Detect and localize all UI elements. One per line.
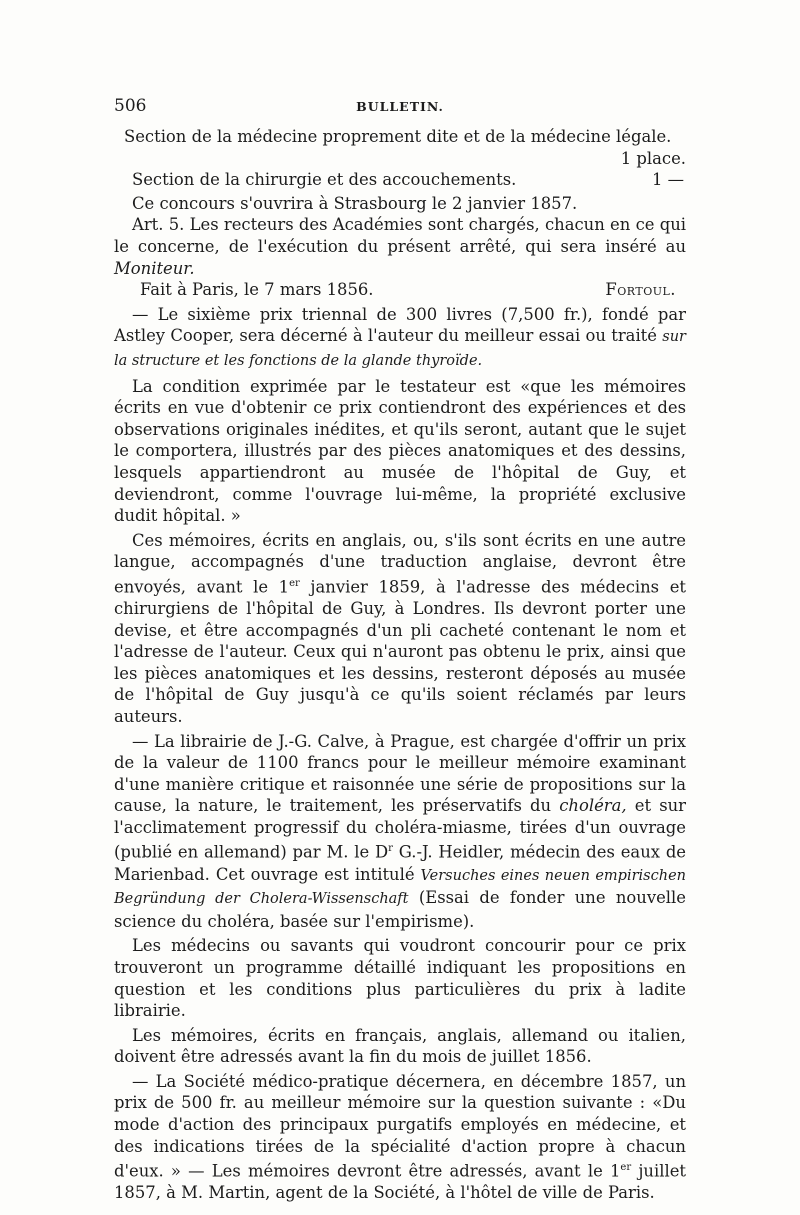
- signature-name: Fortoul.: [605, 280, 676, 300]
- paragraph-article-5: [114, 214, 686, 279]
- calve-text-b: et sur l'acclimatement progressif du choléra-miasme, tirées d'un ouvrage (publié en allemand) par M. le D: [114, 796, 686, 862]
- paragraph-memoires-anglais: [114, 530, 686, 728]
- place-label: Section de la chirurgie et des accouchements.: [132, 170, 517, 190]
- place-amount: 1 —: [651, 170, 684, 190]
- place-label: Section de la médecine proprement dite et de la médecine légale.: [124, 127, 672, 146]
- calve-text-a: — La librairie de J.-G. Calve, à Prague, est chargée d'offrir un prix de la valeur de 1100 francs pour le meilleur mémoire examinant d'une manière critique et raisonnée une série de propositions sur la cause, la nature, le traitement, les préservatifs du: [114, 731, 686, 816]
- heidler-title: Versuches eines neuen empirischen Begründung der Cholera-Wissenschaft: [114, 867, 686, 908]
- cholera-word: choléra,: [559, 796, 627, 816]
- running-title: BULLETIN.: [356, 99, 444, 114]
- paragraph-langues: Les mémoires, écrits en français, anglais, allemand ou italien, doivent être adressés avant la fin du mois de juillet 1856.: [114, 1025, 686, 1067]
- paragraph-medecins-savants: Les médecins ou savants qui voudront concourir pour ce prix trouveront un programme détaillé indiquant les propositions en question et les conditions plus particulières du prix à ladite librairie.: [114, 936, 686, 1021]
- superscript: er: [289, 577, 300, 589]
- calve-text-c: G.-J. Heidler, médecin des eaux de Marienbad. Cet ouvrage est intitulé: [114, 842, 687, 884]
- paragraph-condition: La condition exprimée par le testateur est «que les mémoires écrits en vue d'obtenir ce prix contiendront des expériences et des observations originales inédites, et qu'ils seront, autant que le sujet le comportera, illustrés par des pièces anatomiques et des dessins, lesquels appartiendront au musée de l'hôpital de Guy, et deviendront, comme l'ouvrage lui-même, la propriété exclusive dudit hôpital. »: [114, 376, 686, 526]
- paragraph-cooper-prize: [114, 304, 686, 373]
- memoires-text-b: janvier 1859, à l'adresse des médecins et chirurgiens de l'hôpital de Guy, à Londres. Ils devront porter une devise, et être accompagnés d'un pli cacheté contenant le nom et l'adresse de l'auteur. Ceux qui n'auront pas obtenu le prix, ainsi que les pièces anatomiques et les dessins, resteront déposés au musée de l'hôpital de Guy jusqu'à ce qu'ils soient réclamés par leurs auteurs.: [114, 577, 686, 726]
- societe-text-b: juillet 1857, à M. Martin, agent de la Société, à l'hôtel de ville de Paris.: [114, 1161, 686, 1203]
- cooper-text: — Le sixième prix triennal de 300 livres (7,500 fr.), fondé par Astley Cooper, sera décerné à l'auteur du meilleur essai ou traité: [114, 304, 686, 346]
- article-5-text: Art. 5. Les recteurs des Académies sont chargés, chacun en ce qui le concerne, de l'exécution du présent arrêté, qui sera inséré au: [114, 215, 686, 256]
- paragraph-societe-prize: [114, 1071, 686, 1204]
- societe-text-a: — La Société médico-pratique décernera, en décembre 1857, un prix de 500 fr. au meilleur mémoire sur la question suivante : «Du mode d'action des principaux purgatifs employés en médecine, et des indications tirées de la spécialité d'action propre à chacun d'eux. » — Les mémoires devront être adressés, avant le 1: [114, 1071, 686, 1181]
- page-number: 506: [114, 96, 147, 116]
- page-body: [114, 126, 686, 1204]
- moniteur-title: Moniteur.: [114, 258, 195, 278]
- paragraph-calve-prize: [114, 731, 686, 933]
- page-header: [114, 96, 686, 126]
- superscript: er: [620, 1162, 632, 1174]
- place-entry-chirurgie: [114, 169, 686, 191]
- calve-text-d: (Essai de fonder une nouvelle science du choléra, basée sur l'empirisme).: [114, 888, 686, 931]
- cooper-subject: sur la structure et les fonctions de la glande thyroïde.: [114, 329, 686, 369]
- signature-line: [114, 279, 686, 301]
- memoires-text-a: Ces mémoires, écrits en anglais, ou, s'ils sont écrits en une autre langue, accompagnés d'une traduction anglaise, devront être envoyés, avant le 1: [114, 530, 686, 597]
- superscript: r: [388, 843, 393, 855]
- paragraph-concours: Ce concours s'ouvrira à Strasbourg le 2 janvier 1857.: [132, 193, 578, 213]
- page: [114, 96, 686, 1204]
- place-amount: 1 place.: [620, 148, 686, 168]
- date-place: Fait à Paris, le 7 mars 1856.: [140, 280, 374, 300]
- place-entry-medecine: [114, 126, 686, 168]
